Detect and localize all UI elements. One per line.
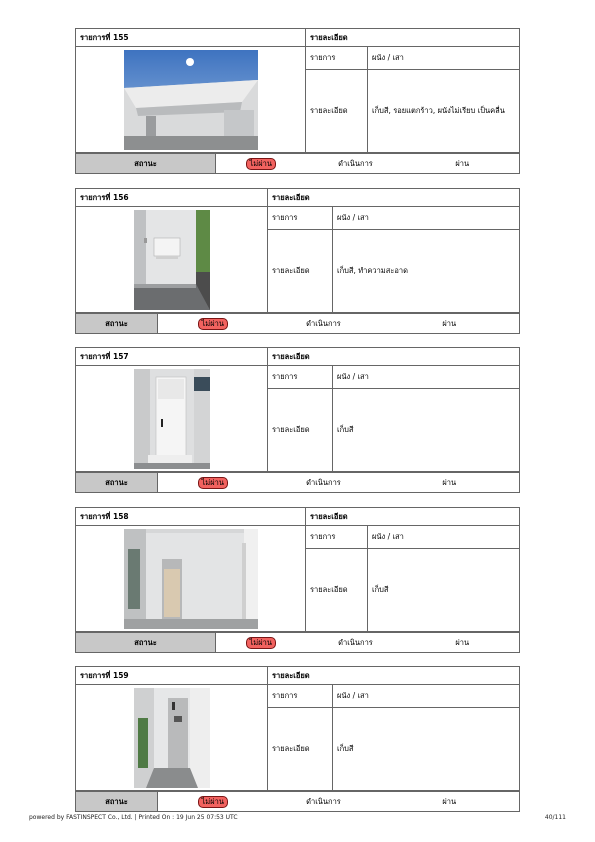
inspection-item-159 [75,666,520,812]
status-fail-cell[interactable] [158,792,268,812]
photo-cell [76,526,306,632]
inspection-item-156 [75,188,520,334]
item-value: ผนัง / เสา [333,366,520,389]
item-title: รายการที่ 159 [76,667,268,685]
detail-value: เก็บสี [333,389,520,472]
status-in-progress[interactable]: ดำเนินการ [268,473,380,493]
inspection-photo[interactable] [124,529,258,629]
item-label: รายการ [306,47,368,70]
status-label: สถานะ [76,473,158,493]
item-value: ผนัง / เสา [333,207,520,230]
status-in-progress[interactable]: ดำเนินการ [268,792,380,812]
item-title: รายการที่ 155 [76,29,306,47]
status-in-progress[interactable]: ดำเนินการ [268,314,380,334]
status-fail-badge[interactable]: ไม่ผ่าน [246,637,276,649]
inspection-item-158 [75,507,520,653]
detail-header: รายละเอียด [306,508,520,526]
detail-header: รายละเอียด [268,667,520,685]
detail-value: เก็บสี, รอยแตกร้าว, ผนังไม่เรียบ เป็นคลื่น [368,70,520,153]
item-title: รายการที่ 157 [76,348,268,366]
status-label: สถานะ [76,314,158,334]
status-fail-cell[interactable] [216,633,306,653]
item-value: ผนัง / เสา [333,685,520,708]
status-in-progress[interactable]: ดำเนินการ [306,154,406,174]
detail-header: รายละเอียด [268,348,520,366]
detail-label: รายละเอียด [268,708,333,791]
detail-header: รายละเอียด [268,189,520,207]
inspection-photo[interactable] [134,369,210,469]
status-fail-badge[interactable]: ไม่ผ่าน [198,796,228,808]
status-pass[interactable]: ผ่าน [406,633,520,653]
item-title: รายการที่ 158 [76,508,306,526]
item-value: ผนัง / เสา [368,526,520,549]
status-fail-badge[interactable]: ไม่ผ่าน [246,158,276,170]
detail-value: เก็บสี [368,549,520,632]
item-label: รายการ [306,526,368,549]
inspection-photo[interactable] [134,210,210,310]
item-label: รายการ [268,207,333,230]
item-value: ผนัง / เสา [368,47,520,70]
detail-label: รายละเอียด [268,230,333,313]
status-fail-badge[interactable]: ไม่ผ่าน [198,477,228,489]
status-label: สถานะ [76,633,216,653]
photo-cell [76,685,268,791]
status-pass[interactable]: ผ่าน [406,154,520,174]
item-title: รายการที่ 156 [76,189,268,207]
status-pass[interactable]: ผ่าน [380,792,520,812]
status-pass[interactable]: ผ่าน [380,314,520,334]
status-fail-badge[interactable]: ไม่ผ่าน [198,318,228,330]
status-fail-cell[interactable] [216,154,306,174]
status-fail-cell[interactable] [158,314,268,334]
photo-cell [76,207,268,313]
inspection-item-155 [75,28,520,174]
footer-credit: powered by FASTINSPECT Co., Ltd. | Printed On : 19 Jun 25 07:53 UTC [29,814,238,821]
status-label: สถานะ [76,792,158,812]
page-number: 40/111 [544,814,566,821]
detail-header: รายละเอียด [306,29,520,47]
inspection-photo[interactable] [134,688,210,788]
item-label: รายการ [268,685,333,708]
detail-value: เก็บสี, ทำความสะอาด [333,230,520,313]
inspection-photo[interactable] [124,50,258,150]
detail-label: รายละเอียด [306,549,368,632]
status-pass[interactable]: ผ่าน [380,473,520,493]
detail-label: รายละเอียด [306,70,368,153]
photo-cell [76,366,268,472]
status-fail-cell[interactable] [158,473,268,493]
inspection-item-157 [75,347,520,493]
detail-label: รายละเอียด [268,389,333,472]
status-in-progress[interactable]: ดำเนินการ [306,633,406,653]
detail-value: เก็บสี [333,708,520,791]
status-label: สถานะ [76,154,216,174]
photo-cell [76,47,306,153]
item-label: รายการ [268,366,333,389]
